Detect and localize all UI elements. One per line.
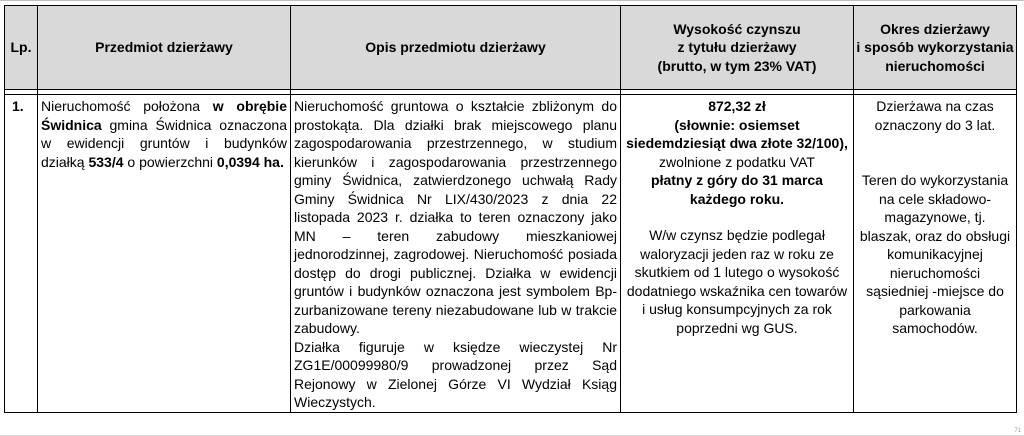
subject-area: 0,0394 ha. [216,153,284,170]
description-paragraph-1: Nieruchomość gruntowa o kształcie zbliżonym do prostokąta. Dla działki brak miejscowego planu zagospodarowania przestrzennego, w studium kierunków i zagospodarowania przestrzennego gminy Świdnica, zatwierdzonego uchwałą Rady Gminy Świdnica Nr LIX/430/2023 z dnia 22 listopada 2023 r. działka to teren oznaczony jako MN – teren zabudowy mieszkaniowej jednorodzinnej, zagrodowej. Nieruchomość posiada dostęp do drogi publicznej. Działka w ewidencji gruntów i budynków oznaczona jest symbolem Bp-zurbanizowane tereny niezabudowane lub w trakcie zabudowy. [294,98,617,336]
period-term: Dzierżawa na czas oznaczony do 3 lat. [874,98,996,133]
header-row [5,6,1017,90]
header-rent-line-2: z tytułu dzierżawy [677,39,797,56]
header-rent [621,6,854,90]
header-subject: Przedmiot dzierżawy [38,6,291,90]
header-period-line-3: nieruchomości [885,57,985,74]
header-lp: Lp. [5,6,38,90]
rent-payment-term: płatny z góry do 31 marca każdego roku. [651,172,823,207]
header-period-line-1: Okres dzierżawy [880,20,990,37]
subject-text-2: gmina Świdnica oznaczona w ewidencji gruntów i budynków działką [41,116,287,170]
description-paragraph-2: Działka figuruje w księdze wieczystej Nr ZG1E/00099980/9 prowadzonej przez Sąd Rejonowy w Zielonej Górze VI Wydział Ksiąg Wieczystych. [294,338,617,410]
subject-text-1: Nieruchomość położona [41,98,213,114]
subject-plot-number: 533/4 [88,153,124,170]
header-description: Opis przedmiotu dzierżawy [291,6,621,90]
cell-rent [621,95,854,413]
header-period-line-2: i sposób wykorzystania [856,39,1014,56]
rent-words-block [624,116,850,172]
cell-period [854,95,1017,413]
top-rule [0,0,1024,1]
table-row [5,95,1017,413]
rent-amount: 872,32 zł [708,98,766,114]
cell-lp: 1. [5,95,38,413]
rent-amount-in-words: (słownie: osiemset siedemdziesiąt dwa złote 32/100), [626,116,848,151]
header-period [854,6,1017,90]
lease-table [4,5,1017,413]
subject-text-3: o powierzchni [123,153,217,170]
subject-location: w obrębie Świdnica [41,98,287,133]
cell-subject [38,95,291,413]
rent-indexation: W/w czynsz będzie podlegał waloryzacji jeden raz w roku ze skutkiem od 1 lutego o wysokość dodatniego wskaźnika cen towarów i usług konsumpcyjnych za rok poprzedni wg GUS. [626,227,848,336]
period-use: Teren do wykorzystania na cele składowo-magazynowe, tj. blaszak, oraz do obsługi komunikacyjnej nieruchomości sąsiedniej -miejsce do parkowania samochodów. [859,172,1011,336]
cell-description [291,95,621,413]
rent-vat-note: zwolnione z podatku VAT [659,153,815,170]
header-rent-line-1: Wysokość czynszu [673,20,801,37]
header-rent-line-3: (brutto, w tym 23% VAT) [657,57,817,74]
page-number: 71 [1014,428,1021,434]
